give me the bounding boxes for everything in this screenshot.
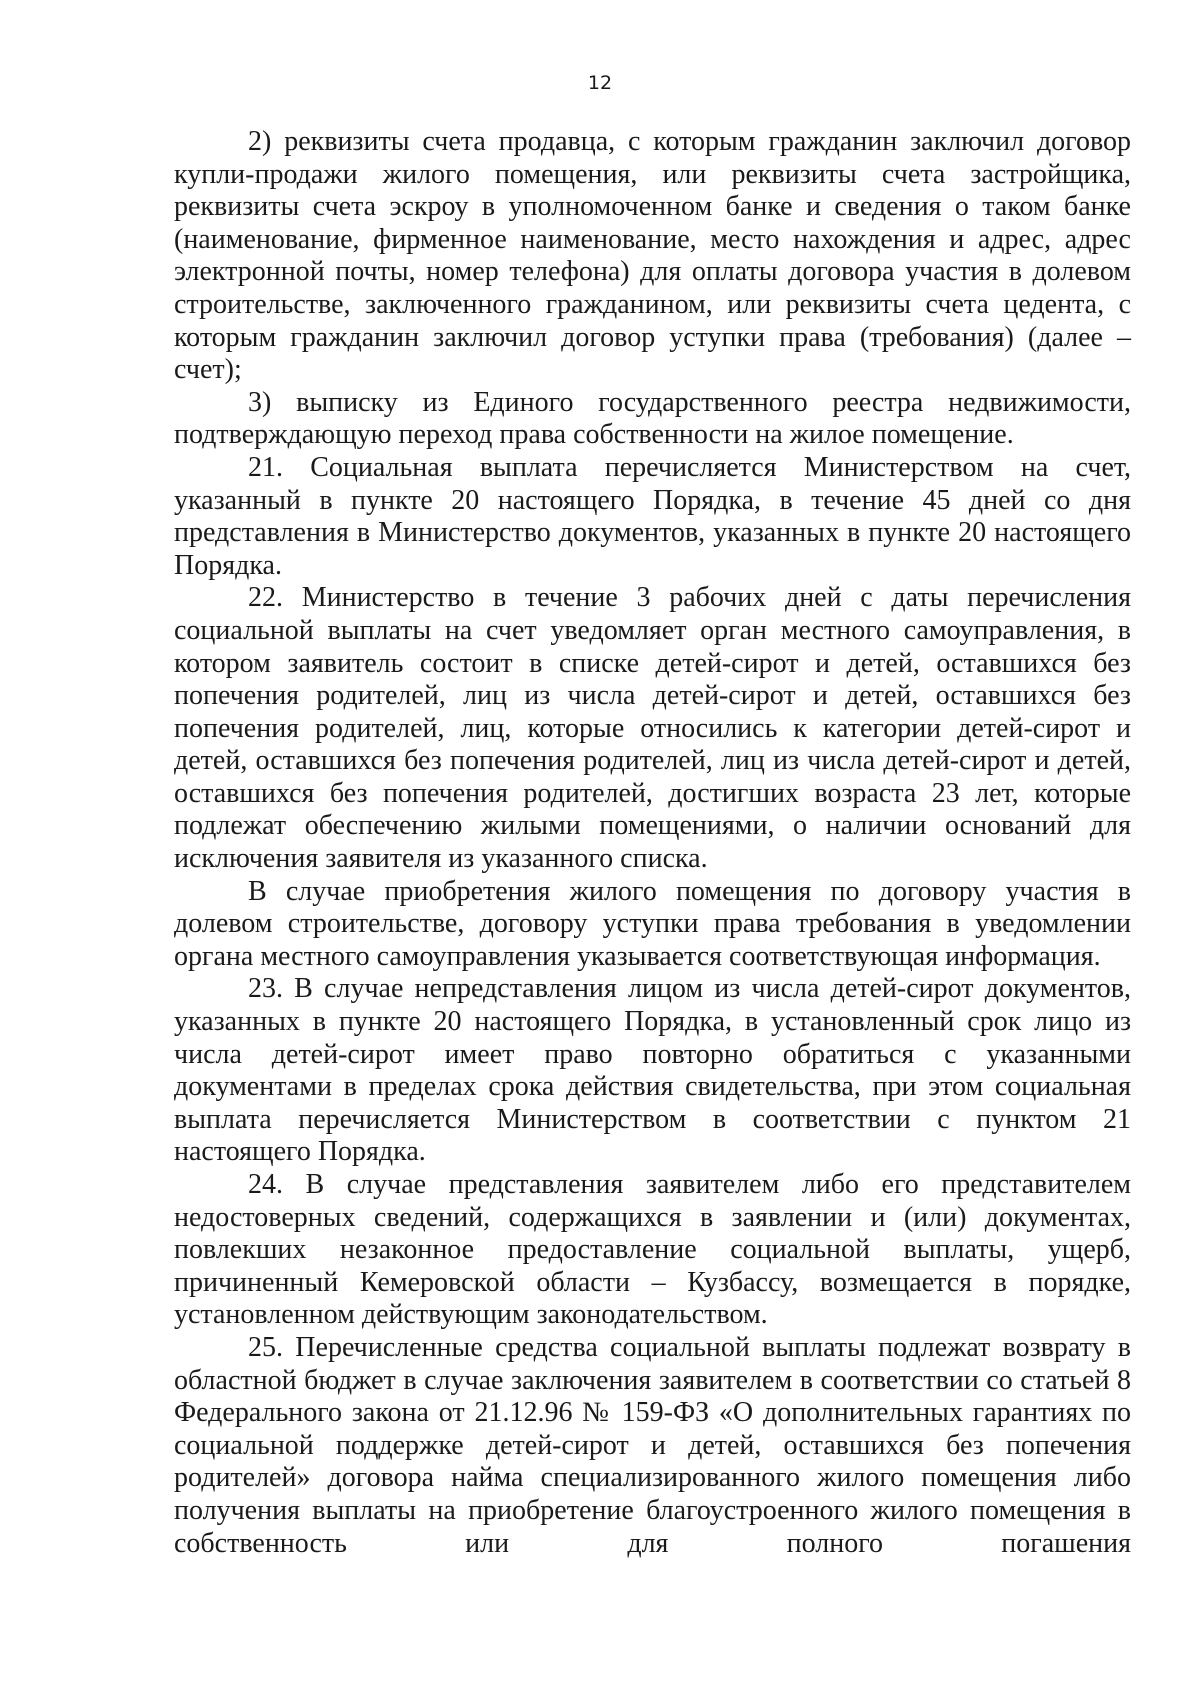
paragraph-clause-24: 24. В случае представления заявителем либо его представителем недостоверных сведений, содержащихся в заявлении и (или) документах, повлекших незаконное предоставление социальной выплаты, ущерб, причиненный Кемеровской области – Кузбассу, возмещается в порядке, установленном действующим законодательством. xyxy=(174,1169,1131,1331)
paragraph-clause-22-note: В случае приобретения жилого помещения по договору участия в долевом строительстве, договору уступки права требования в уведомлении органа местного самоуправления указывается соответствующая информация. xyxy=(174,875,1131,972)
paragraph-clause-22: 22. Министерство в течение 3 рабочих дней с даты перечисления социальной выплаты на счет уведомляет орган местного самоуправления, в котором заявитель состоит в списке детей-сирот и детей, оставшихся без попечения родителей, лиц из числа детей-сирот и детей, оставшихся без попечения родителей, лиц, которые относились к категории детей-сирот и детей, оставшихся без попечения родителей, лиц из числа детей-сирот и детей, оставшихся без попечения родителей, достигших возраста 23 лет, которые подлежат обеспечению жилыми помещениями, о наличии оснований для исключения заявителя из указанного списка. xyxy=(174,582,1131,875)
paragraph-item-3-registry-extract: 3) выписку из Единого государственного реестра недвижимости, подтверждающую переход права собственности на жилое помещение. xyxy=(174,386,1131,451)
paragraph-clause-21: 21. Социальная выплата перечисляется Министерством на счет, указанный в пункте 20 настоящего Порядка, в течение 45 дней со дня представления в Министерство документов, указанных в пункте 20 настоящего Порядка. xyxy=(174,451,1131,581)
paragraph-item-2-bank-details: 2) реквизиты счета продавца, с которым гражданин заключил договор купли-продажи жилого помещения, или реквизиты счета застройщика, реквизиты счета эскроу в уполномоченном банке и сведения о таком банке (наименование, фирменное наименование, место нахождения и адрес, адрес электронной почты, номер телефона) для оплаты договора участия в долевом строительстве, заключенного гражданином, или реквизиты счета цедента, с которым гражданин заключил договор уступки права (требования) (далее – счет); xyxy=(174,126,1131,386)
page-number: 12 xyxy=(587,72,613,94)
paragraph-clause-25: 25. Перечисленные средства социальной выплаты подлежат возврату в областной бюджет в случае заключения заявителем в соответствии со статьей 8 Федерального закона от 21.12.96 № 159-ФЗ «О дополнительных гарантиях по социальной поддержке детей-сирот и детей, оставшихся без попечения родителей» договора найма специализированного жилого помещения либо получения выплаты на приобретение благоустроенного жилого помещения в собственность или для полного погашения xyxy=(174,1331,1131,1559)
document-body xyxy=(174,126,1131,1560)
paragraph-clause-23: 23. В случае непредставления лицом из числа детей-сирот документов, указанных в пункте 20 настоящего Порядка, в установленный срок лицо из числа детей-сирот имеет право повторно обратиться с указанными документами в пределах срока действия свидетельства, при этом социальная выплата перечисляется Министерством в соответствии с пунктом 21 настоящего Порядка. xyxy=(174,973,1131,1168)
